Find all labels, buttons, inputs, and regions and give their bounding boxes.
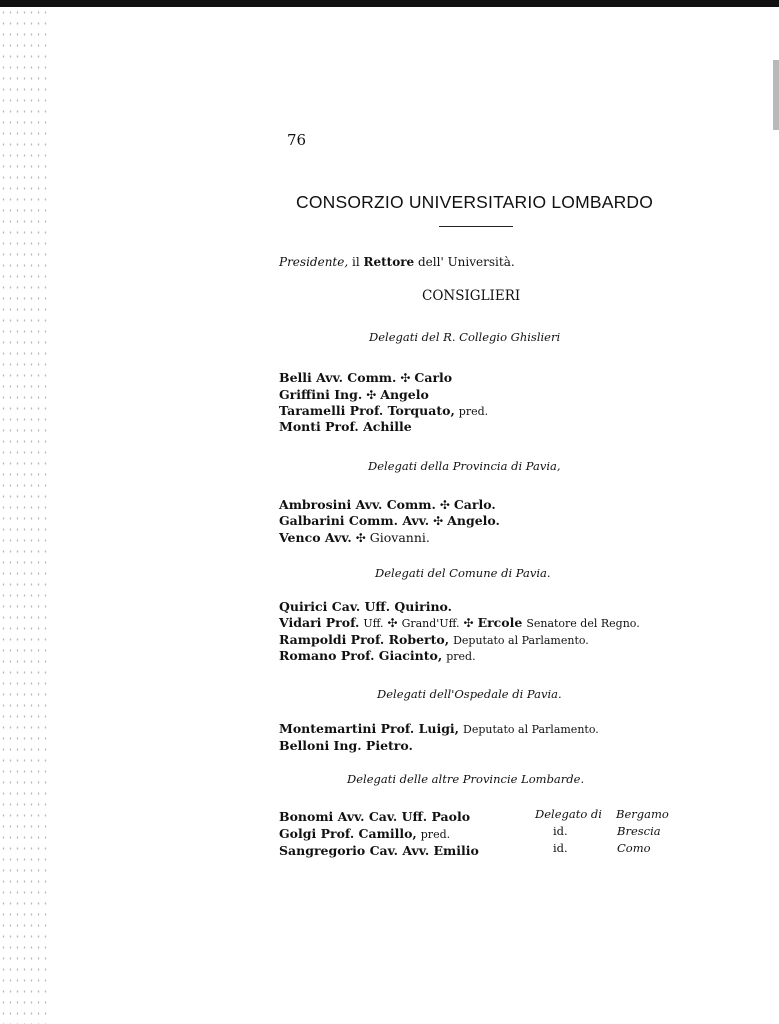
member-given-name: Carlo xyxy=(414,370,453,385)
cross-of-order-icon: ✣ xyxy=(439,498,450,512)
member-row xyxy=(279,403,488,418)
page-number: 76 xyxy=(287,131,307,149)
member-name: Vidari Prof. xyxy=(279,615,360,630)
member-name: Quirici Cav. Uff. Quirino. xyxy=(279,599,453,614)
member-name: Ambrosini Avv. Comm. xyxy=(279,497,436,512)
scan-right-edge-mark xyxy=(773,60,779,130)
member-given-name: Giovanni. xyxy=(369,530,430,545)
member-row xyxy=(279,632,589,647)
presidente-line xyxy=(279,255,515,269)
group-heading: Delegati delle altre Provincie Lombarde. xyxy=(347,772,585,786)
cross-of-order-icon: ✣ xyxy=(355,531,366,545)
member-row xyxy=(279,387,429,402)
consiglieri-heading: CONSIGLIERI xyxy=(422,288,521,304)
member-role: Delegato di xyxy=(535,807,602,821)
group-heading: Delegati dell'Ospedale di Pavia. xyxy=(377,687,562,701)
member-row xyxy=(279,615,640,630)
member-given-name: Angelo. xyxy=(447,513,500,528)
member-row xyxy=(279,497,496,512)
cross-of-order-icon: ✣ xyxy=(366,388,377,402)
member-name: Belloni Ing. Pietro. xyxy=(279,738,413,753)
member-name: Montemartini Prof. Luigi, xyxy=(279,721,460,736)
member-given-name: Carlo. xyxy=(453,497,496,512)
member-name: Venco Avv. xyxy=(279,530,352,545)
member-name: Taramelli Prof. Torquato, xyxy=(279,403,455,418)
group-heading: Delegati del Comune di Pavia. xyxy=(375,566,551,580)
member-given-name: Angelo xyxy=(380,387,429,402)
title-divider xyxy=(439,226,513,227)
member-name: Romano Prof. Giacinto, xyxy=(279,648,443,663)
member-row xyxy=(279,809,470,824)
cross-of-order-icon: ✣ xyxy=(400,371,411,385)
member-row xyxy=(279,648,476,663)
member-name: Monti Prof. Achille xyxy=(279,419,412,434)
member-role: id. xyxy=(553,841,568,855)
presidente-name: Rettore xyxy=(363,255,415,269)
member-honor: Uff. xyxy=(363,617,384,630)
member-note: pred. xyxy=(458,405,489,418)
member-name: Sangregorio Cav. Avv. Emilio xyxy=(279,843,479,858)
member-given-name: Ercole xyxy=(477,615,523,630)
cross-of-order-icon: ✣ xyxy=(387,616,398,630)
member-row xyxy=(279,530,430,545)
member-name: Belli Avv. Comm. xyxy=(279,370,397,385)
cross-of-order-icon: ✣ xyxy=(433,514,444,528)
scan-top-edge xyxy=(0,0,779,7)
presidente-label: Presidente, xyxy=(279,255,349,269)
member-row xyxy=(279,513,500,528)
member-row xyxy=(279,599,452,614)
member-row xyxy=(279,419,412,434)
presidente-article: il xyxy=(352,255,360,269)
member-note: Deputato al Parlamento. xyxy=(453,634,589,647)
cross-of-order-icon: ✣ xyxy=(463,616,474,630)
scan-left-margin-noise xyxy=(0,7,50,1024)
member-name: Galbarini Comm. Avv. xyxy=(279,513,430,528)
member-note: Senatore del Regno. xyxy=(526,617,640,630)
member-row xyxy=(279,721,599,736)
presidente-rest: dell' Università. xyxy=(418,255,515,269)
member-row xyxy=(279,826,450,841)
member-note: Deputato al Parlamento. xyxy=(463,723,599,736)
member-place: Bergamo xyxy=(616,807,669,821)
group-heading: Delegati del R. Collegio Ghislieri xyxy=(369,330,561,344)
member-note: pred. xyxy=(420,828,451,841)
member-name: Griffini Ing. xyxy=(279,387,363,402)
page-title: CONSORZIO UNIVERSITARIO LOMBARDO xyxy=(296,192,654,212)
member-role: id. xyxy=(553,824,568,838)
member-note: pred. xyxy=(446,650,476,663)
member-honor: Grand'Uff. xyxy=(401,617,460,630)
member-row xyxy=(279,738,413,753)
member-row xyxy=(279,843,479,858)
member-place: Brescia xyxy=(617,824,661,838)
member-name: Bonomi Avv. Cav. Uff. Paolo xyxy=(279,809,471,824)
group-heading: Delegati della Provincia di Pavia, xyxy=(368,459,561,473)
member-place: Como xyxy=(617,841,651,855)
member-name: Rampoldi Prof. Roberto, xyxy=(279,632,450,647)
member-row xyxy=(279,370,452,385)
member-name: Golgi Prof. Camillo, xyxy=(279,826,417,841)
